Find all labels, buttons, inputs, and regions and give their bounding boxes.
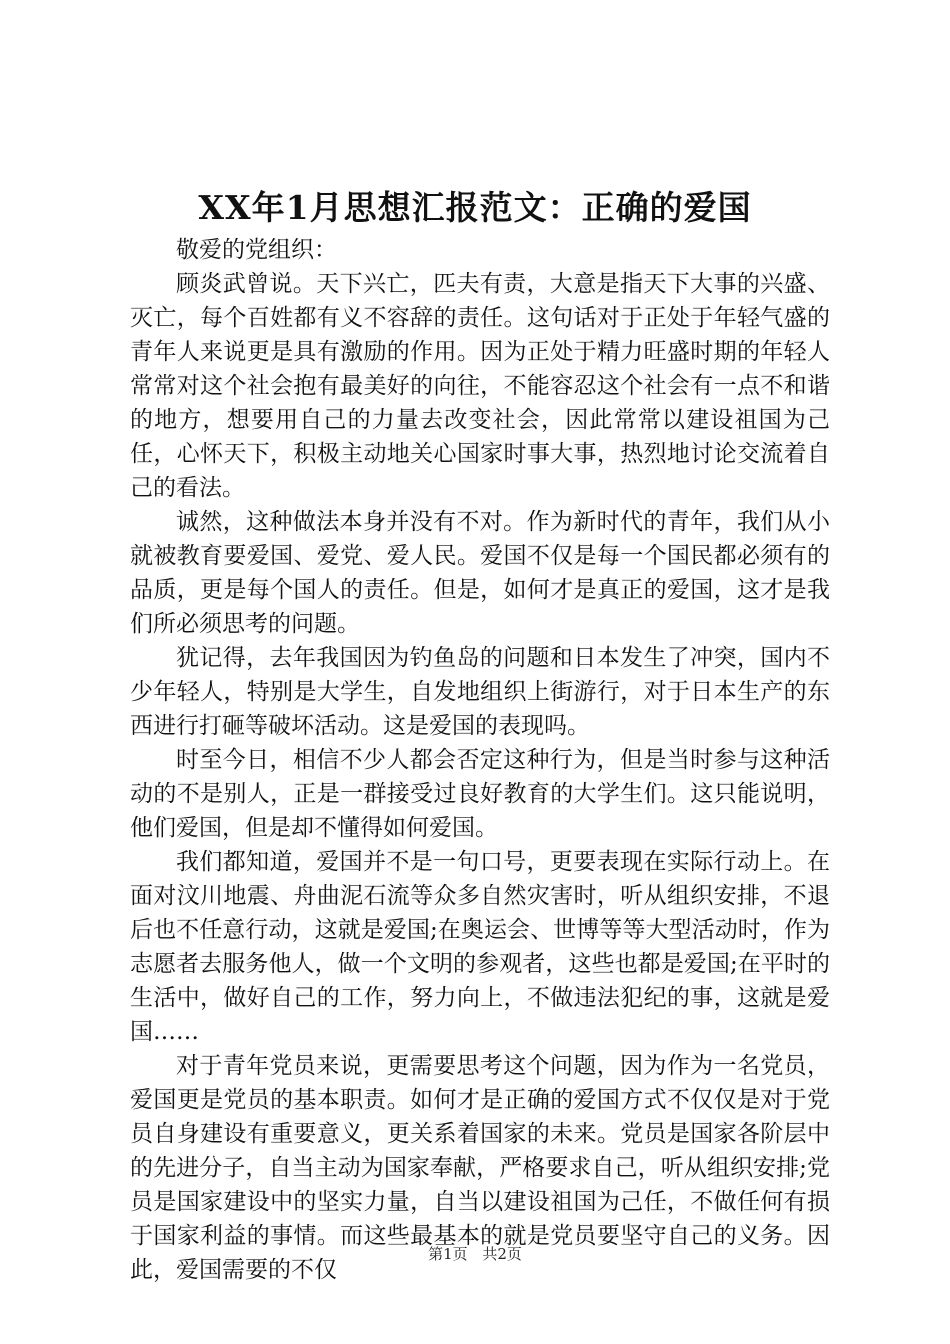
page-count: 共2页 — [482, 1245, 522, 1263]
body-paragraph: 我们都知道，爱国并不是一句口号，更要表现在实际行动上。在面对汶川地震、舟曲泥石流等众多自然灾害时，听从组织安排，不退后也不任意行动，这就是爱国;在奥运会、世博等等大型活动时，作为志愿者去服务他人，做一个文明的参观者，这些也都是爱国;在平时的生活中，做好自己的工作，努力向上，不做违法犯纪的事，这就是爱国…… — [130, 849, 830, 1045]
body-paragraph: 诚然，这种做法本身并没有不对。作为新时代的青年，我们从小就被教育要爱国、爱党、爱人民。爱国不仅是每一个国民都必须有的品质，更是每个国人的责任。但是，如何才是真正的爱国，这才是我们所必须思考的问题。 — [130, 509, 830, 637]
page-footer — [0, 1244, 950, 1264]
body-paragraph: 时至今日，相信不少人都会否定这种行为，但是当时参与这种活动的不是别人，正是一群接受过良好教育的大学生们。这只能说明，他们爱国，但是却不懂得如何爱国。 — [130, 747, 830, 841]
body-paragraph: 犹记得，去年我国因为钓鱼岛的问题和日本发生了冲突，国内不少年轻人，特别是大学生，自发地组织上街游行，对于日本生产的东西进行打砸等破坏活动。这是爱国的表现吗。 — [130, 645, 830, 739]
salutation: 敬爱的党组织： — [176, 237, 337, 263]
document-title: XX年1月思想汇报范文：正确的爱国 — [198, 188, 752, 227]
body-paragraph: 顾炎武曾说。天下兴亡，匹夫有责，大意是指天下大事的兴盛、灭亡，每个百姓都有义不容辞的责任。这句话对于正处于年轻气盛的青年人来说更是具有激励的作用。因为正处于精力旺盛时期的年轻人常常对这个社会抱有最美好的向往，不能容忍这个社会有一点不和谐的地方，想要用自己的力量去改变社会，因此常常以建设祖国为己任，心怀天下，积极主动地关心国家时事大事，热烈地讨论交流着自己的看法。 — [130, 271, 830, 501]
page-number: 第1页 — [428, 1245, 468, 1263]
body-paragraph: 对于青年党员来说，更需要思考这个问题，因为作为一名党员，爱国更是党员的基本职责。如何才是正确的爱国方式不仅仅是对于党员自身建设有重要意义，更关系着国家的未来。党员是国家各阶层中的先进分子，自当主动为国家奉献，严格要求自己，听从组织安排;党员是国家建设中的坚实力量，自当以建设祖国为己任，不做任何有损于国家利益的事情。而这些最基本的就是党员要坚守自己的义务。因此，爱国需要的不仅 — [130, 1053, 830, 1283]
document-body — [130, 233, 830, 1287]
